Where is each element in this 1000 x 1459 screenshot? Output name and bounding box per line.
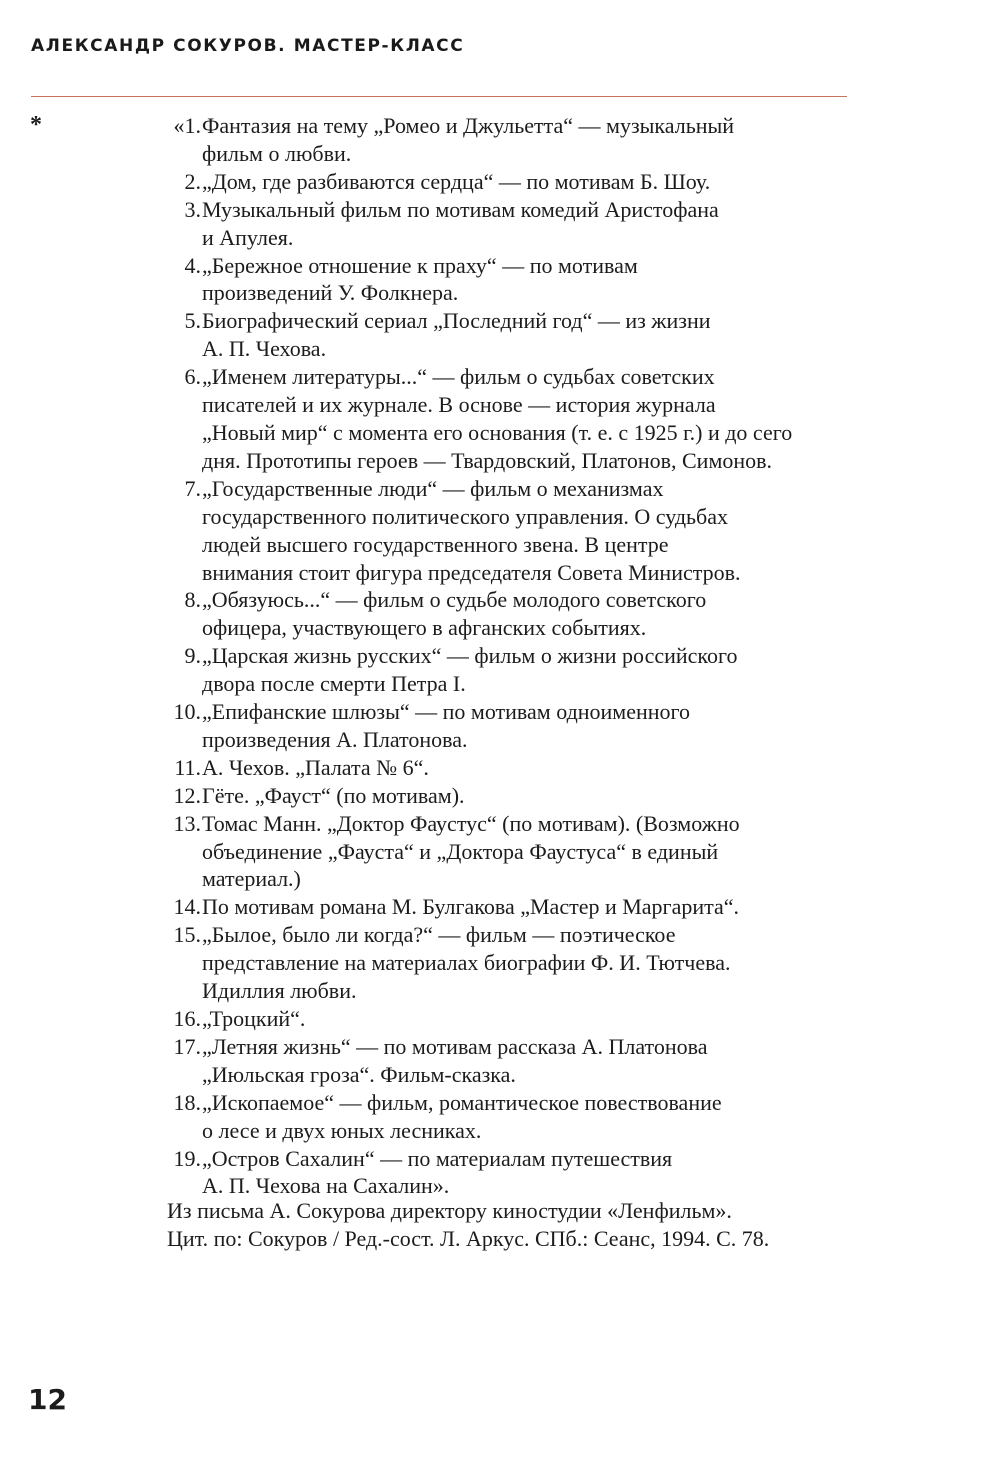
item-number: 11. xyxy=(174,754,201,780)
item-number: 8. xyxy=(184,587,201,613)
item-text xyxy=(202,196,865,252)
list-item xyxy=(145,196,865,252)
citation-line: Цит. по: Сокуров / Ред.-сост. Л. Аркус. СПб.: Сеанс, 1994. С. 78. xyxy=(167,1226,770,1251)
list-item xyxy=(145,921,865,1005)
item-text xyxy=(202,1089,865,1145)
source-note xyxy=(167,1197,769,1253)
page-number: 12 xyxy=(28,1383,67,1416)
item-line: „Троцкий“. xyxy=(202,1006,306,1031)
item-line: писателей и их журнале. В основе — история журнала xyxy=(202,392,716,418)
list-item xyxy=(145,1145,865,1201)
item-line: произведения А. Платонова. xyxy=(202,726,468,752)
list-item xyxy=(145,168,865,196)
running-head: АЛЕКСАНДР СОКУРОВ. МАСТЕР-КЛАСС xyxy=(31,36,465,56)
item-line: „Царская жизнь русских“ — фильм о жизни российского xyxy=(202,643,738,669)
item-number: 7. xyxy=(184,475,201,501)
list-item xyxy=(145,1005,865,1033)
item-line: материал.) xyxy=(202,866,301,892)
list-item xyxy=(145,810,865,894)
item-line: Идиллия любви. xyxy=(202,978,357,1004)
list-item xyxy=(145,112,865,168)
item-line: людей высшего государственного звена. В центре xyxy=(202,531,669,557)
item-line: А. П. Чехова. xyxy=(202,336,327,362)
list-item xyxy=(145,252,865,308)
item-line: Гёте. „Фауст“ (по мотивам). xyxy=(202,782,465,808)
item-text xyxy=(202,363,865,475)
item-line: и Апулея. xyxy=(202,224,294,250)
list-item xyxy=(145,363,865,475)
item-line: „Ископаемое“ — фильм, романтическое повествование xyxy=(202,1089,722,1115)
list-item xyxy=(145,782,865,810)
list-item xyxy=(145,893,865,921)
item-line: Биографический сериал „Последний год“ — из жизни xyxy=(202,308,711,334)
item-text xyxy=(202,1005,865,1033)
item-line: представление на материалах биографии Ф. И. Тютчева. xyxy=(202,950,731,976)
item-text xyxy=(202,112,865,168)
item-line: Фантазия на тему „Ромео и Джульетта“ — музыкальный xyxy=(202,113,735,138)
item-text xyxy=(202,810,865,894)
list-item xyxy=(145,698,865,754)
item-number: 18. xyxy=(173,1089,201,1115)
item-text xyxy=(202,168,865,196)
source-line: Из письма А. Сокурова директору киностудии «Ленфильм». xyxy=(167,1198,732,1223)
item-number: 3. xyxy=(184,196,201,222)
item-text xyxy=(202,1033,865,1089)
list-item xyxy=(145,475,865,587)
item-text xyxy=(202,252,865,308)
item-line: „Государственные люди“ — фильм о механизмах xyxy=(202,475,664,501)
item-line: дня. Прототипы героев — Твардовский, Платонов, Симонов. xyxy=(202,447,773,473)
item-line: „Дом, где разбиваются сердца“ — по мотивам Б. Шоу. xyxy=(202,168,711,194)
item-text xyxy=(202,921,865,1005)
item-line: „Новый мир“ с момента его основания (т. е. с 1925 г.) и до сего xyxy=(202,419,793,445)
item-number: 17. xyxy=(173,1033,201,1059)
item-line: А. Чехов. „Палата № 6“. xyxy=(202,754,429,780)
item-line: государственного политического управления. О судьбах xyxy=(202,503,729,529)
item-line: А. П. Чехова на Сахалин». xyxy=(202,1173,450,1199)
item-number: 6. xyxy=(184,364,201,390)
item-line: произведений У. Фолкнера. xyxy=(202,280,459,306)
item-line: По мотивам романа М. Булгакова „Мастер и Маргарита“. xyxy=(202,894,740,920)
item-line: двора после смерти Петра I. xyxy=(202,671,466,697)
item-line: „Епифанские шлюзы“ — по мотивам одноименного xyxy=(202,699,691,725)
item-number: 15. xyxy=(173,922,201,948)
item-line: о лесе и двух юных лесниках. xyxy=(202,1117,482,1143)
item-number: 12. xyxy=(173,782,201,808)
item-line: офицера, участвующего в афганских событиях. xyxy=(202,615,647,641)
item-line: „Июльская гроза“. Фильм-сказка. xyxy=(202,1061,516,1087)
list-item xyxy=(145,1089,865,1145)
item-text xyxy=(202,307,865,363)
list-item xyxy=(145,586,865,642)
item-line: Томас Манн. „Доктор Фаустус“ (по мотивам). (Возможно xyxy=(202,810,740,836)
item-text xyxy=(202,642,865,698)
item-number: 5. xyxy=(184,308,201,334)
item-text xyxy=(202,698,865,754)
list-item xyxy=(145,307,865,363)
item-line: „Остров Сахалин“ — по материалам путешествия xyxy=(202,1145,673,1171)
item-line: „Бережное отношение к праху“ — по мотивам xyxy=(202,252,638,278)
project-list xyxy=(145,112,865,1200)
item-number: 16. xyxy=(173,1006,201,1031)
item-line: „Летняя жизнь“ — по мотивам рассказа А. Платонова xyxy=(202,1033,708,1059)
footnote-marker: * xyxy=(30,112,42,138)
item-text xyxy=(202,893,865,921)
item-line: „Именем литературы...“ — фильм о судьбах советских xyxy=(202,364,715,390)
item-line: внимания стоит фигура председателя Совета Министров. xyxy=(202,559,741,585)
item-number: «1. xyxy=(173,113,201,138)
item-number: 13. xyxy=(173,810,201,836)
list-item xyxy=(145,1033,865,1089)
item-text xyxy=(202,754,865,782)
list-item xyxy=(145,754,865,782)
list-item xyxy=(145,642,865,698)
item-line: фильм о любви. xyxy=(202,140,352,166)
item-number: 2. xyxy=(184,168,201,194)
item-text xyxy=(202,586,865,642)
item-number: 4. xyxy=(184,252,201,278)
item-line: объединение „Фауста“ и „Доктора Фаустуса“ в единый xyxy=(202,838,719,864)
item-number: 19. xyxy=(173,1145,201,1171)
item-text xyxy=(202,475,865,587)
item-line: „Былое, было ли когда?“ — фильм — поэтическое xyxy=(202,922,676,948)
item-number: 10. xyxy=(173,699,201,725)
item-line: Музыкальный фильм по мотивам комедий Аристофана xyxy=(202,196,719,222)
item-text xyxy=(202,1145,865,1201)
item-number: 9. xyxy=(184,643,201,669)
item-line: „Обязуюсь...“ — фильм о судьбе молодого советского xyxy=(202,587,707,613)
item-number: 14. xyxy=(173,894,201,920)
header-rule xyxy=(31,96,847,97)
item-text xyxy=(202,782,865,810)
